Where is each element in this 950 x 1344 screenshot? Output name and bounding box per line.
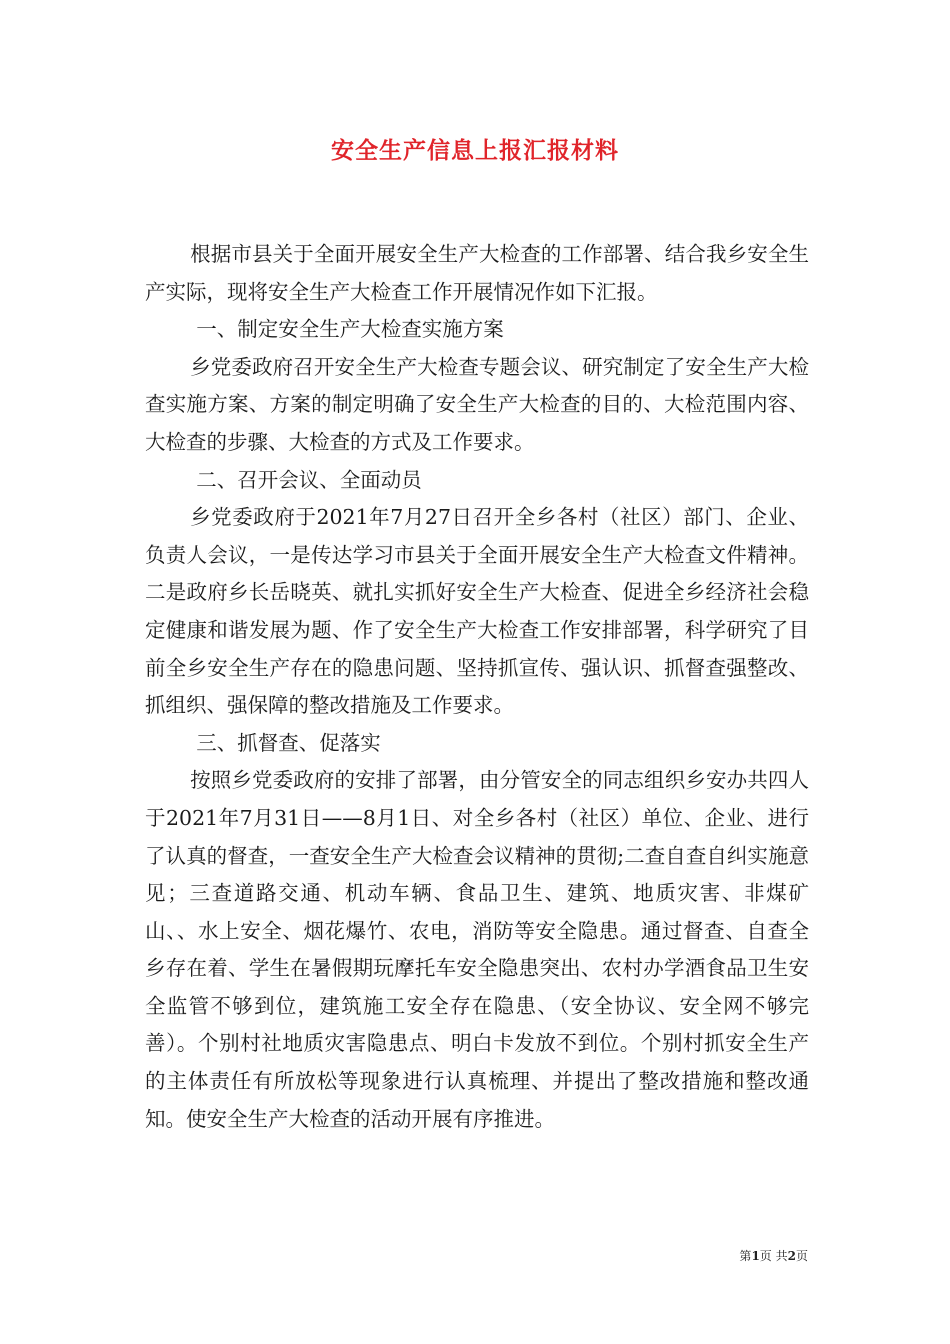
intro-paragraph: 根据市县关于全面开展安全生产大检查的工作部署、结合我乡安全生产实际，现将安全生产大检查工作开展情况作如下汇报。 (145, 242, 809, 304)
footer-suffix: 页 (795, 1249, 808, 1263)
footer-total-pages: 2 (787, 1249, 796, 1263)
footer-prefix: 第 (739, 1249, 752, 1263)
document-title: 安全生产信息上报汇报材料 (331, 137, 619, 164)
footer-current-page: 1 (751, 1249, 760, 1263)
section-paragraph-2: 乡党委政府于2021年7月27日召开全乡各村（社区）部门、企业、负责人会议，一是传达学习市县关于全面开展安全生产大检查文件精神。二是政府乡长岳晓英、就扎实抓好安全生产大检查、促进全乡经济社会稳定健康和谐发展为题、作了安全生产大检查工作安排部署，科学研究了目前全乡安全生产存在的隐患问题、坚持抓宣传、强认识、抓督查强整改、抓组织、强保障的整改措施及工作要求。 (145, 505, 809, 718)
section-heading-3: 三、抓督查、促落实 (196, 730, 381, 755)
section-paragraph-1: 乡党委政府召开安全生产大检查专题会议、研究制定了安全生产大检查实施方案、方案的制定明确了安全生产大检查的目的、大检范围内容、大检查的步骤、大检查的方式及工作要求。 (145, 354, 809, 454)
page-number-footer (0, 1247, 808, 1264)
document-body (145, 236, 809, 1138)
section-paragraph-3: 按照乡党委政府的安排了部署，由分管安全的同志组织乡安办共四人于2021年7月31日——8月1日、对全乡各村（社区）单位、企业、进行了认真的督查，一查安全生产大检查会议精神的贯彻;二查自查自纠实施意见；三查道路交通、机动车辆、食品卫生、建筑、地质灾害、非煤矿山、、水上安全、烟花爆竹、农电，消防等安全隐患。通过督查、自查全乡存在着、学生在暑假期玩摩托车安全隐患突出、农村办学酒食品卫生安全监管不够到位，建筑施工安全存在隐患、（安全协议、安全网不够完善）。个别村社地质灾害隐患点、明白卡发放不到位。个别村抓安全生产的主体责任有所放松等现象进行认真梳理、并提出了整改措施和整改通知。使安全生产大检查的活动开展有序推进。 (145, 768, 809, 1131)
footer-middle: 页 共 (759, 1249, 788, 1263)
section-heading-2: 二、召开会议、全面动员 (196, 467, 422, 492)
section-heading-1: 一、制定安全生产大检查实施方案 (196, 317, 504, 342)
